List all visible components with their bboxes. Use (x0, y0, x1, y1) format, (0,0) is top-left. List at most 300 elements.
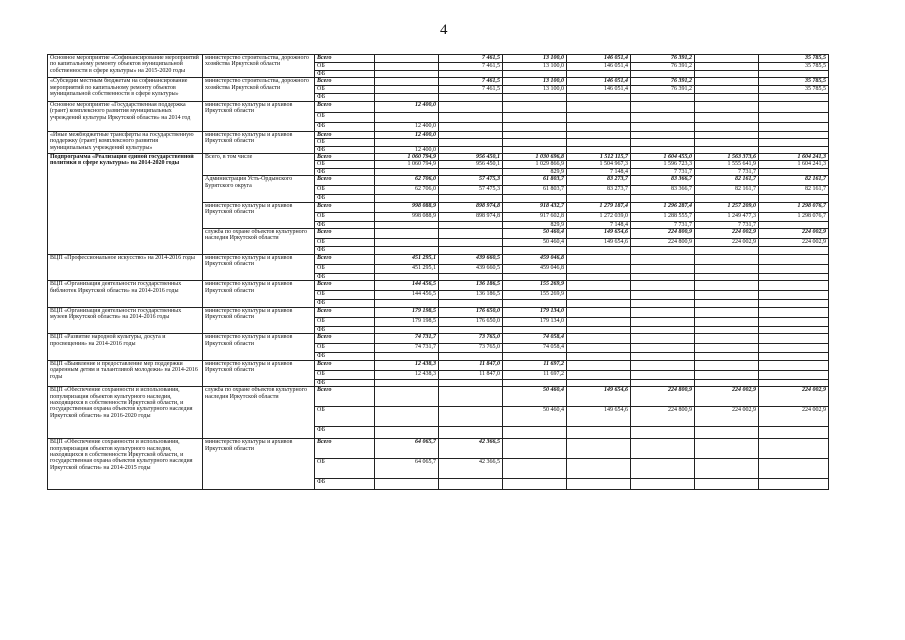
funding-source-cell: ОБ (315, 63, 375, 71)
value-cell (631, 131, 695, 138)
value-cell (567, 94, 631, 101)
value-cell: 176 650,0 (439, 317, 503, 326)
value-cell: 224 002,9 (695, 387, 759, 407)
value-cell (375, 239, 439, 247)
value-cell: 459 046,8 (503, 255, 567, 265)
table-row (48, 334, 829, 344)
activity-name-cell: ВЦП «Профессиональное искусство» на 2014-2016 годы (48, 255, 203, 281)
value-cell: 829,9 (503, 168, 567, 175)
value-cell (759, 71, 829, 78)
value-cell: 82 161,7 (759, 176, 829, 186)
value-cell (375, 94, 439, 101)
value-cell (503, 139, 567, 146)
value-cell (439, 101, 503, 112)
value-cell (439, 168, 503, 175)
value-cell: 62 706,0 (375, 176, 439, 186)
funding-source-cell: ФБ (315, 274, 375, 281)
agency-cell: министерство строительства, дорожного хозяйства Иркутской области (203, 78, 315, 101)
value-cell: 1 563 373,6 (695, 154, 759, 161)
table-row (48, 154, 829, 161)
value-cell (695, 63, 759, 71)
value-cell (759, 247, 829, 255)
activity-name-cell: ВЦП «Обеспечение сохранности и использования, популяризация объектов культурного наследия, находящихся в собственности Иркутской области, и государственная охрана объектов культурного наследия Иркутской области» на 2016-2020 годы (48, 387, 203, 439)
value-cell (567, 353, 631, 360)
value-cell (375, 274, 439, 281)
funding-source-cell: Всего (315, 101, 375, 112)
value-cell: 146 051,4 (567, 78, 631, 86)
value-cell: 439 660,5 (439, 265, 503, 274)
value-cell: 224 800,9 (631, 229, 695, 239)
value-cell (759, 479, 829, 490)
value-cell (695, 247, 759, 255)
value-cell: 1 512 115,7 (567, 154, 631, 161)
value-cell (695, 281, 759, 291)
value-cell (631, 274, 695, 281)
value-cell: 83 366,7 (631, 176, 695, 186)
value-cell: 74 058,4 (503, 334, 567, 344)
value-cell (695, 195, 759, 202)
value-cell: 1 060 794,9 (375, 154, 439, 161)
value-cell (759, 265, 829, 274)
value-cell: 73 765,0 (439, 344, 503, 353)
agency-cell: министерство культуры и архивов Иркутской области (203, 255, 315, 281)
funding-source-cell: Всего (315, 334, 375, 344)
funding-source-cell: ОБ (315, 459, 375, 479)
value-cell: 12 438,3 (375, 370, 439, 379)
value-cell: 73 765,0 (439, 334, 503, 344)
value-cell: 42 366,5 (439, 459, 503, 479)
value-cell: 35 785,5 (759, 55, 829, 63)
value-cell: 76 391,2 (631, 55, 695, 63)
value-cell (375, 195, 439, 202)
value-cell: 155 269,9 (503, 291, 567, 300)
value-cell (439, 407, 503, 427)
value-cell: 451 295,1 (375, 265, 439, 274)
value-cell (567, 307, 631, 317)
value-cell (567, 281, 631, 291)
value-cell (695, 55, 759, 63)
value-cell: 50 460,4 (503, 387, 567, 407)
agency-cell: министерство культуры и архивов Иркутской области (203, 281, 315, 307)
funding-source-cell: ОБ (315, 265, 375, 274)
value-cell (375, 229, 439, 239)
value-cell (759, 255, 829, 265)
funding-source-cell: ОБ (315, 86, 375, 94)
funding-source-cell: ОБ (315, 344, 375, 353)
table-row (48, 255, 829, 265)
funding-source-cell: Всего (315, 255, 375, 265)
value-cell: 149 654,6 (567, 407, 631, 427)
value-cell (375, 86, 439, 94)
value-cell: 76 391,2 (631, 86, 695, 94)
value-cell: 224 002,9 (759, 387, 829, 407)
value-cell (439, 247, 503, 255)
value-cell: 7 461,5 (439, 55, 503, 63)
value-cell (439, 427, 503, 439)
value-cell: 155 269,9 (503, 281, 567, 291)
value-cell (567, 139, 631, 146)
value-cell (503, 353, 567, 360)
value-cell: 176 650,0 (439, 307, 503, 317)
value-cell (759, 281, 829, 291)
agency-cell: министерство культуры и архивов Иркутской области (203, 307, 315, 333)
value-cell: 7 461,5 (439, 63, 503, 71)
activity-name-cell: ВЦП «Организация деятельности государственных библиотек Иркутской области» на 2014-2016 годы (48, 281, 203, 307)
value-cell: 998 088,9 (375, 212, 439, 221)
value-cell (631, 370, 695, 379)
value-cell: 224 800,9 (631, 239, 695, 247)
funding-source-cell: ФБ (315, 353, 375, 360)
value-cell (695, 379, 759, 386)
value-cell: 42 366,5 (439, 439, 503, 459)
value-cell: 224 800,9 (631, 387, 695, 407)
value-cell (567, 360, 631, 370)
table-row (48, 439, 829, 459)
funding-source-cell: ОБ (315, 370, 375, 379)
value-cell (567, 195, 631, 202)
value-cell: 7 461,5 (439, 78, 503, 86)
value-cell (503, 274, 567, 281)
value-cell (695, 274, 759, 281)
value-cell (631, 94, 695, 101)
value-cell: 35 785,5 (759, 78, 829, 86)
value-cell (759, 379, 829, 386)
value-cell: 1 298 076,7 (759, 202, 829, 212)
value-cell (503, 94, 567, 101)
funding-source-cell: ФБ (315, 326, 375, 333)
table-row (48, 307, 829, 317)
funding-source-cell: Всего (315, 78, 375, 86)
value-cell: 146 051,4 (567, 63, 631, 71)
value-cell (375, 353, 439, 360)
agency-cell: Администрация Усть-Ордынского Бурятского округа (203, 176, 315, 202)
funding-source-cell: ФБ (315, 247, 375, 255)
value-cell (439, 195, 503, 202)
value-cell (439, 387, 503, 407)
value-cell (375, 71, 439, 78)
value-cell (503, 195, 567, 202)
table-row (48, 281, 829, 291)
value-cell (759, 131, 829, 138)
value-cell (503, 112, 567, 122)
value-cell: 1 604 241,3 (759, 154, 829, 161)
value-cell: 82 161,7 (695, 176, 759, 186)
value-cell: 11 697,2 (503, 360, 567, 370)
funding-source-cell: ФБ (315, 94, 375, 101)
value-cell: 62 706,0 (375, 186, 439, 195)
value-cell (631, 146, 695, 153)
value-cell: 74 731,7 (375, 334, 439, 344)
value-cell: 956 450,1 (439, 154, 503, 161)
value-cell (759, 370, 829, 379)
funding-source-cell: ОБ (315, 139, 375, 146)
funding-source-cell: ФБ (315, 195, 375, 202)
value-cell (503, 122, 567, 131)
value-cell (695, 307, 759, 317)
value-cell (439, 71, 503, 78)
value-cell (631, 360, 695, 370)
value-cell (567, 71, 631, 78)
value-cell (759, 146, 829, 153)
funding-source-cell: Всего (315, 439, 375, 459)
value-cell (631, 326, 695, 333)
agency-cell: министерство культуры и архивов Иркутской области (203, 439, 315, 490)
value-cell (631, 307, 695, 317)
value-cell (567, 326, 631, 333)
value-cell (695, 78, 759, 86)
value-cell (503, 326, 567, 333)
value-cell (631, 459, 695, 479)
value-cell: 12 400,0 (375, 122, 439, 131)
value-cell: 7 731,7 (695, 221, 759, 228)
value-cell (631, 112, 695, 122)
funding-source-cell: ФБ (315, 427, 375, 439)
agency-cell: министерство культуры и архивов Иркутской области (203, 360, 315, 386)
value-cell: 35 785,5 (759, 86, 829, 94)
value-cell (439, 229, 503, 239)
value-cell (567, 291, 631, 300)
value-cell (695, 459, 759, 479)
value-cell (695, 131, 759, 138)
value-cell (503, 146, 567, 153)
value-cell: 76 391,2 (631, 63, 695, 71)
value-cell: 224 800,9 (631, 407, 695, 427)
value-cell (759, 291, 829, 300)
funding-source-cell: ОБ (315, 239, 375, 247)
funding-source-cell: Всего (315, 387, 375, 407)
value-cell (631, 255, 695, 265)
funding-source-cell: ОБ (315, 407, 375, 427)
value-cell (375, 139, 439, 146)
value-cell (695, 360, 759, 370)
value-cell (695, 112, 759, 122)
value-cell (759, 360, 829, 370)
value-cell (567, 439, 631, 459)
value-cell (567, 122, 631, 131)
value-cell (631, 195, 695, 202)
funding-source-cell: Всего (315, 55, 375, 63)
value-cell (695, 439, 759, 459)
value-cell: 1 298 076,7 (759, 212, 829, 221)
value-cell (375, 112, 439, 122)
value-cell: 1 555 641,9 (695, 161, 759, 168)
value-cell (375, 427, 439, 439)
funding-source-cell: ФБ (315, 71, 375, 78)
value-cell: 7 731,7 (631, 221, 695, 228)
value-cell (695, 317, 759, 326)
funding-source-cell: Всего (315, 154, 375, 161)
value-cell (375, 78, 439, 86)
value-cell (439, 479, 503, 490)
funding-source-cell: ОБ (315, 112, 375, 122)
value-cell (375, 247, 439, 255)
value-cell (567, 427, 631, 439)
funding-source-cell: ФБ (315, 300, 375, 307)
value-cell (631, 317, 695, 326)
value-cell (631, 281, 695, 291)
value-cell (439, 274, 503, 281)
value-cell: 64 065,7 (375, 459, 439, 479)
value-cell (759, 195, 829, 202)
activity-name-cell: «Иные межбюджетные трансферты на государственную поддержку (грант) комплексного развития муниципальных учреждений культуры» (48, 131, 203, 153)
funding-source-cell: ФБ (315, 122, 375, 131)
value-cell (439, 353, 503, 360)
value-cell (375, 326, 439, 333)
value-cell: 149 654,6 (567, 239, 631, 247)
value-cell (567, 300, 631, 307)
value-cell (695, 139, 759, 146)
value-cell: 76 391,2 (631, 78, 695, 86)
value-cell: 918 432,7 (503, 202, 567, 212)
value-cell (759, 344, 829, 353)
value-cell (503, 379, 567, 386)
funding-source-cell: Всего (315, 281, 375, 291)
value-cell (695, 291, 759, 300)
value-cell (695, 122, 759, 131)
value-cell (631, 334, 695, 344)
value-cell (439, 379, 503, 386)
value-cell: 898 974,8 (439, 202, 503, 212)
value-cell (439, 239, 503, 247)
funding-source-cell: ОБ (315, 291, 375, 300)
value-cell (567, 247, 631, 255)
value-cell (567, 334, 631, 344)
value-cell (567, 131, 631, 138)
value-cell (759, 300, 829, 307)
value-cell (503, 247, 567, 255)
value-cell (631, 265, 695, 274)
value-cell: 82 161,7 (695, 186, 759, 195)
agency-cell: министерство культуры и архивов Иркутской области (203, 101, 315, 131)
value-cell: 13 100,0 (503, 63, 567, 71)
value-cell: 12 400,0 (375, 101, 439, 112)
value-cell (439, 326, 503, 333)
value-cell: 1 249 477,3 (695, 212, 759, 221)
value-cell (567, 265, 631, 274)
value-cell (759, 221, 829, 228)
value-cell (567, 101, 631, 112)
value-cell (439, 131, 503, 138)
value-cell (375, 63, 439, 71)
value-cell (759, 326, 829, 333)
value-cell (759, 334, 829, 344)
value-cell: 82 161,7 (759, 186, 829, 195)
value-cell: 179 134,0 (503, 307, 567, 317)
value-cell: 136 186,5 (439, 281, 503, 291)
value-cell (759, 274, 829, 281)
value-cell (695, 344, 759, 353)
activity-name-cell: ВЦП «Выявление и предоставление мер поддержки одаренным детям и талантливой молодежи» на 2014-2016 годы (48, 360, 203, 386)
value-cell: 998 088,9 (375, 202, 439, 212)
value-cell: 1 279 187,4 (567, 202, 631, 212)
value-cell (759, 353, 829, 360)
value-cell: 74 731,7 (375, 344, 439, 353)
value-cell: 144 456,5 (375, 291, 439, 300)
value-cell (439, 146, 503, 153)
value-cell: 7 148,4 (567, 221, 631, 228)
value-cell: 61 803,7 (503, 176, 567, 186)
value-cell (695, 86, 759, 94)
value-cell: 83 366,7 (631, 186, 695, 195)
value-cell: 898 974,8 (439, 212, 503, 221)
value-cell: 13 100,0 (503, 55, 567, 63)
value-cell (567, 379, 631, 386)
value-cell: 83 273,7 (567, 186, 631, 195)
value-cell (695, 326, 759, 333)
value-cell (567, 370, 631, 379)
funding-source-cell: ОБ (315, 186, 375, 195)
value-cell (375, 168, 439, 175)
value-cell (439, 112, 503, 122)
value-cell (695, 265, 759, 274)
funding-source-cell: Всего (315, 229, 375, 239)
value-cell: 83 273,7 (567, 176, 631, 186)
value-cell (695, 334, 759, 344)
funding-source-cell: Всего (315, 307, 375, 317)
value-cell: 956 450,1 (439, 161, 503, 168)
activity-name-cell: ВЦП «Развитие народной культуры, досуга и просвещения» на 2014-2016 годы (48, 334, 203, 360)
value-cell (567, 479, 631, 490)
value-cell: 1 060 794,9 (375, 161, 439, 168)
value-cell (759, 317, 829, 326)
value-cell (631, 71, 695, 78)
value-cell (695, 300, 759, 307)
value-cell: 1 030 696,8 (503, 154, 567, 161)
value-cell (375, 221, 439, 228)
funding-source-cell: ФБ (315, 168, 375, 175)
activity-name-cell: ВЦП «Организация деятельности государственных музеев Иркутской области» на 2014-2016 годы (48, 307, 203, 333)
value-cell (439, 122, 503, 131)
agency-cell: служба по охране объектов культурного наследия Иркутской области (203, 229, 315, 255)
value-cell: 149 654,6 (567, 229, 631, 239)
value-cell: 1 288 555,7 (631, 212, 695, 221)
value-cell (567, 344, 631, 353)
value-cell: 61 803,7 (503, 186, 567, 195)
value-cell (759, 139, 829, 146)
value-cell (695, 94, 759, 101)
value-cell: 12 438,3 (375, 360, 439, 370)
value-cell: 451 295,1 (375, 255, 439, 265)
value-cell: 224 002,9 (695, 407, 759, 427)
funding-source-cell: ФБ (315, 379, 375, 386)
value-cell (695, 146, 759, 153)
value-cell: 57 475,3 (439, 186, 503, 195)
value-cell: 1 272 039,0 (567, 212, 631, 221)
value-cell: 1 029 866,9 (503, 161, 567, 168)
funding-source-cell: Всего (315, 360, 375, 370)
activity-name-cell: Основное мероприятие «Государственная поддержка (грант) комплексного развития муниципальных учреждений культуры Иркутской области» на 2014 год (48, 101, 203, 131)
value-cell (567, 274, 631, 281)
value-cell (631, 439, 695, 459)
value-cell (631, 344, 695, 353)
value-cell (759, 94, 829, 101)
value-cell: 7 148,4 (567, 168, 631, 175)
value-cell (567, 146, 631, 153)
funding-source-cell: ОБ (315, 161, 375, 168)
agency-cell: министерство культуры и архивов Иркутской области (203, 131, 315, 153)
value-cell: 7 461,5 (439, 86, 503, 94)
value-cell (567, 255, 631, 265)
value-cell: 179 134,0 (503, 317, 567, 326)
value-cell: 74 058,4 (503, 344, 567, 353)
activity-name-cell: ВЦП «Обеспечение сохранности и использования, популяризация объектов культурного наследия, находящихся в собственности Иркутской области, и государственная охрана объектов культурного наследия Иркутской области» на 2014-2015 годы (48, 439, 203, 490)
value-cell: 12 400,0 (375, 146, 439, 153)
value-cell: 224 002,9 (759, 239, 829, 247)
value-cell (503, 300, 567, 307)
value-cell (759, 168, 829, 175)
value-cell (759, 427, 829, 439)
agency-cell: министерство культуры и архивов Иркутской области (203, 202, 315, 228)
